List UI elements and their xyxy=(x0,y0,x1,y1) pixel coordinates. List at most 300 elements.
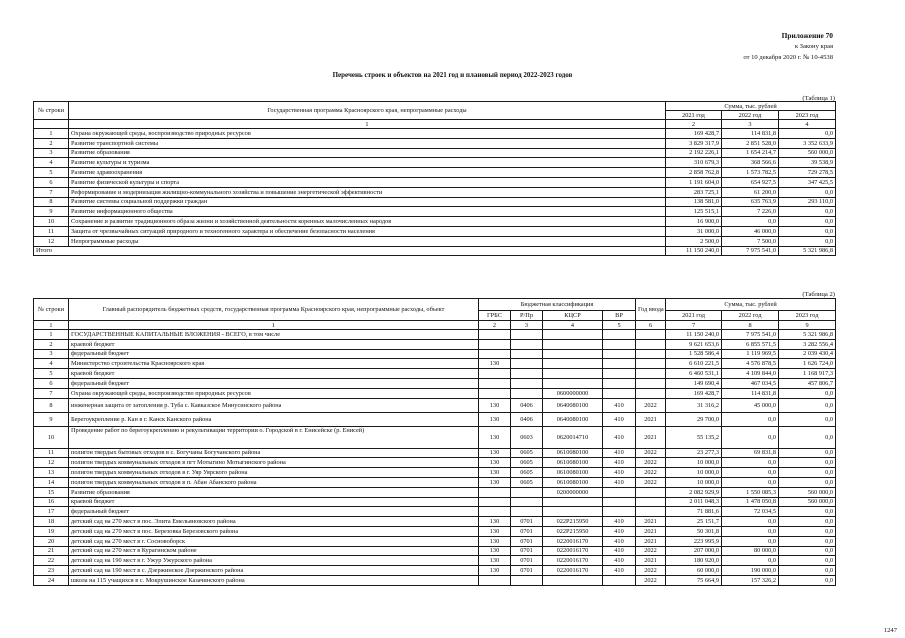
amount-2023: 1 626 724,0 xyxy=(779,359,836,369)
amount-2021: 71 881,6 xyxy=(666,507,722,517)
table-row xyxy=(34,177,836,187)
law-date-number: от 10 декабря 2020 г. № 10-4538 xyxy=(743,54,833,61)
vr-code xyxy=(603,349,636,359)
amount-2021: 16 900,0 xyxy=(666,217,722,227)
amount-2021: 138 581,0 xyxy=(666,197,722,207)
table-row xyxy=(34,197,836,207)
row-number: 10 xyxy=(34,217,69,227)
amount-2021: 310 679,3 xyxy=(666,158,722,168)
vr-code: 410 xyxy=(603,458,636,468)
amount-2023: 347 425,5 xyxy=(779,177,836,187)
t2-colnum: 2 xyxy=(479,321,511,330)
object-name: инженерная защита от затопления р. Туба с. Кавказское Минусинского района xyxy=(69,398,479,412)
vr-code: 410 xyxy=(603,412,636,426)
t2-colnum: 4 xyxy=(543,321,603,330)
commission-year: 2021 xyxy=(636,556,666,566)
grbs-code xyxy=(479,378,511,388)
grbs-code xyxy=(479,497,511,507)
vr-code xyxy=(603,330,636,340)
grbs-code: 130 xyxy=(479,536,511,546)
section-code: 0701 xyxy=(511,526,543,536)
amount-2022: 0,0 xyxy=(722,556,779,566)
commission-year xyxy=(636,330,666,340)
object-name: школа на 115 учащихся в с. Мокрушинское Казачинского района xyxy=(69,575,479,585)
program-name: Развитие транспортной системы xyxy=(69,138,666,148)
row-number: 9 xyxy=(34,412,69,426)
object-name: Проведение работ по берегоукреплению и рекультивации территории о. Городской в г. Енисейске (р. Енисей) xyxy=(69,426,479,448)
vr-code: 410 xyxy=(603,448,636,458)
amount-2021: 31 000,0 xyxy=(666,226,722,236)
amount-2023: 0,0 xyxy=(779,236,836,246)
amount-2021: 223 995,9 xyxy=(666,536,722,546)
amount-2021: 169 428,7 xyxy=(666,388,722,398)
section-code: 0603 xyxy=(511,426,543,448)
amount-2022: 114 831,8 xyxy=(722,388,779,398)
amount-2022: 0,0 xyxy=(722,217,779,227)
amount-2021: 1 191 604,0 xyxy=(666,177,722,187)
amount-2023: 0,0 xyxy=(779,187,836,197)
table1 xyxy=(33,101,836,256)
table-row xyxy=(34,575,836,585)
object-name: краевой бюджет xyxy=(69,497,479,507)
amount-2021: 6 460 531,1 xyxy=(666,369,722,379)
section-code xyxy=(511,359,543,369)
commission-year: 2021 xyxy=(636,412,666,426)
table-row xyxy=(34,448,836,458)
row-number: 7 xyxy=(34,388,69,398)
section-code: 0701 xyxy=(511,566,543,576)
amount-2023: 0,0 xyxy=(779,575,836,585)
vr-code: 410 xyxy=(603,546,636,556)
amount-2023: 0,0 xyxy=(779,398,836,412)
amount-2022: 114 831,8 xyxy=(722,129,779,139)
amount-2022: 4 109 844,0 xyxy=(722,369,779,379)
object-name: полигон твердых коммунальных отходов в г. Уяр Уярского района xyxy=(69,468,479,478)
commission-year: 2021 xyxy=(636,517,666,527)
amount-2021: 125 515,1 xyxy=(666,207,722,217)
grbs-code xyxy=(479,507,511,517)
section-code xyxy=(511,369,543,379)
appendix-label: Приложение 70 xyxy=(781,31,833,40)
amount-2023: 729 278,5 xyxy=(779,168,836,178)
amount-2023: 560 000,0 xyxy=(779,148,836,158)
kcsr-code: 0220016170 xyxy=(543,566,603,576)
commission-year xyxy=(636,339,666,349)
section-code: 0701 xyxy=(511,517,543,527)
object-name: ГОСУДАРСТВЕННЫЕ КАПИТАЛЬНЫЕ ВЛОЖЕНИЯ - ВСЕГО, в том числе xyxy=(69,330,479,340)
kcsr-code xyxy=(543,575,603,585)
amount-2022: 7 975 541,0 xyxy=(722,330,779,340)
vr-code: 410 xyxy=(603,517,636,527)
row-number: 6 xyxy=(34,177,69,187)
vr-code xyxy=(603,339,636,349)
amount-2021: 11 150 240,0 xyxy=(666,330,722,340)
table1-label: (Таблица 1) xyxy=(802,95,835,102)
table-row xyxy=(34,412,836,426)
table-row xyxy=(34,517,836,527)
amount-2021: 6 610 221,5 xyxy=(666,359,722,369)
kcsr-code xyxy=(543,369,603,379)
table-row xyxy=(34,536,836,546)
vr-code: 410 xyxy=(603,477,636,487)
grbs-code xyxy=(479,388,511,398)
section-code: 0605 xyxy=(511,448,543,458)
kcsr-code: 0200000000 xyxy=(543,487,603,497)
amount-2023: 560 000,0 xyxy=(779,497,836,507)
row-number: 4 xyxy=(34,359,69,369)
amount-2023: 0,0 xyxy=(779,468,836,478)
amount-2022: 0,0 xyxy=(722,477,779,487)
vr-code: 410 xyxy=(603,556,636,566)
vr-code: 410 xyxy=(603,398,636,412)
object-name: краевой бюджет xyxy=(69,369,479,379)
section-code: 0701 xyxy=(511,546,543,556)
amount-2023: 0,0 xyxy=(779,507,836,517)
grbs-code xyxy=(479,330,511,340)
amount-2023: 560 000,0 xyxy=(779,487,836,497)
amount-2023: 1 168 917,3 xyxy=(779,369,836,379)
row-number: 18 xyxy=(34,517,69,527)
kcsr-code xyxy=(543,378,603,388)
amount-2021: 1 528 586,4 xyxy=(666,349,722,359)
table-row xyxy=(34,497,836,507)
amount-2023: 0,0 xyxy=(779,129,836,139)
kcsr-code xyxy=(543,359,603,369)
law-reference: к Закону края xyxy=(794,43,833,50)
amount-2021: 3 829 317,9 xyxy=(666,138,722,148)
t2-colnum: 6 xyxy=(636,321,666,330)
commission-year xyxy=(636,388,666,398)
kcsr-code xyxy=(543,339,603,349)
kcsr-code: 0220016170 xyxy=(543,556,603,566)
table-row xyxy=(34,349,836,359)
object-name: федеральный бюджет xyxy=(69,349,479,359)
amount-2022: 0,0 xyxy=(722,426,779,448)
row-number: 5 xyxy=(34,168,69,178)
section-code: 0701 xyxy=(511,536,543,546)
amount-2023: 0,0 xyxy=(779,448,836,458)
section-code: 0605 xyxy=(511,477,543,487)
kcsr-code: 0620014710 xyxy=(543,426,603,448)
section-code xyxy=(511,575,543,585)
amount-2023: 0,0 xyxy=(779,388,836,398)
table-row xyxy=(34,359,836,369)
amount-2021: 2 082 929,9 xyxy=(666,487,722,497)
amount-2023: 0,0 xyxy=(779,477,836,487)
program-name: Непрограммные расходы xyxy=(69,236,666,246)
section-code: 0406 xyxy=(511,412,543,426)
document-title: Перечень строек и объектов на 2021 год и плановый период 2022-2023 годов xyxy=(332,71,573,79)
amount-2021: 29 700,0 xyxy=(666,412,722,426)
t2-header-grbs: ГРБС xyxy=(479,311,511,321)
program-name: Защита от чрезвычайных ситуаций природного и техногенного характера и обеспечение безопасности населения xyxy=(69,226,666,236)
amount-2022: 1 119 969,5 xyxy=(722,349,779,359)
kcsr-code: 0610080100 xyxy=(543,477,603,487)
amount-2022: 6 855 571,5 xyxy=(722,339,779,349)
t1-header-2023: 2023 год xyxy=(779,111,836,120)
amount-2023: 3 352 633,9 xyxy=(779,138,836,148)
amount-2023: 0,0 xyxy=(779,517,836,527)
grbs-code: 130 xyxy=(479,526,511,536)
kcsr-code: 0220016170 xyxy=(543,546,603,556)
grbs-code: 130 xyxy=(479,448,511,458)
amount-2022: 0,0 xyxy=(722,468,779,478)
commission-year xyxy=(636,369,666,379)
amount-2023: 0,0 xyxy=(779,566,836,576)
table-row xyxy=(34,187,836,197)
table-row xyxy=(34,507,836,517)
table-row xyxy=(34,388,836,398)
amount-2022: 46 000,0 xyxy=(722,226,779,236)
amount-2023: 0,0 xyxy=(779,217,836,227)
amount-2022: 69 831,8 xyxy=(722,448,779,458)
grbs-code: 130 xyxy=(479,566,511,576)
commission-year: 2021 xyxy=(636,426,666,448)
t1-header-no: № строки xyxy=(34,102,69,120)
t2-colnum: 8 xyxy=(722,321,779,330)
table-row xyxy=(34,207,836,217)
object-name: детский сад на 270 мест в г. Сосновоборск xyxy=(69,536,479,546)
row-number: 21 xyxy=(34,546,69,556)
amount-2022: 0,0 xyxy=(722,526,779,536)
object-name: полигон твердых коммунальных отходов в пгт Мотыгино Мотыгинского района xyxy=(69,458,479,468)
amount-2023: 5 321 986,8 xyxy=(779,330,836,340)
amount-2022: 635 763,9 xyxy=(722,197,779,207)
amount-2023: 0,0 xyxy=(779,526,836,536)
document-header xyxy=(743,30,833,63)
row-number: 4 xyxy=(34,158,69,168)
amount-2022: 7 226,0 xyxy=(722,207,779,217)
amount-2021: 23 277,3 xyxy=(666,448,722,458)
t2-colnum: 1 xyxy=(69,321,479,330)
row-number: 2 xyxy=(34,339,69,349)
t2-header-2023: 2023 год xyxy=(779,311,836,321)
amount-2022: 2 851 528,0 xyxy=(722,138,779,148)
row-number: 3 xyxy=(34,349,69,359)
section-code xyxy=(511,507,543,517)
table-row xyxy=(34,217,836,227)
t1-header-2021: 2021 год xyxy=(666,111,722,120)
section-code xyxy=(511,487,543,497)
table-row xyxy=(34,458,836,468)
amount-2022: 1 654 214,7 xyxy=(722,148,779,158)
object-name: Охрана окружающей среды, воспроизводство природных ресурсов xyxy=(69,388,479,398)
t2-colnum: 7 xyxy=(666,321,722,330)
object-name: краевой бюджет xyxy=(69,339,479,349)
table-row xyxy=(34,546,836,556)
object-name: детский сад на 190 мест в с. Дзержинское Дзержинского района xyxy=(69,566,479,576)
row-number: 15 xyxy=(34,487,69,497)
program-name: Развитие информационного общества xyxy=(69,207,666,217)
row-number: 1 xyxy=(34,330,69,340)
amount-2022: 0,0 xyxy=(722,458,779,468)
table-row xyxy=(34,168,836,178)
amount-2021: 180 920,0 xyxy=(666,556,722,566)
commission-year xyxy=(636,497,666,507)
amount-2021: 2 192 226,1 xyxy=(666,148,722,158)
grbs-code: 130 xyxy=(479,398,511,412)
table-row xyxy=(34,330,836,340)
amount-2022: 1 550 085,3 xyxy=(722,487,779,497)
amount-2023: 0,0 xyxy=(779,536,836,546)
total-2021: 11 150 240,0 xyxy=(666,246,722,256)
table-row xyxy=(34,426,836,448)
kcsr-code: 0220016170 xyxy=(543,536,603,546)
table-row xyxy=(34,526,836,536)
t2-header-2022: 2022 год xyxy=(722,311,779,321)
t2-header-classification: Бюджетная классификация xyxy=(479,299,636,311)
total-2022: 7 975 541,0 xyxy=(722,246,779,256)
amount-2022: 0,0 xyxy=(722,412,779,426)
amount-2022: 72 034,5 xyxy=(722,507,779,517)
amount-2021: 2 011 048,3 xyxy=(666,497,722,507)
t1-header-sum: Сумма, тыс. рублей xyxy=(666,102,836,111)
t2-header-sum: Сумма, тыс. рублей xyxy=(666,299,836,311)
t2-colnum: 3 xyxy=(511,321,543,330)
amount-2021: 10 000,0 xyxy=(666,477,722,487)
row-number: 11 xyxy=(34,448,69,458)
row-number: 20 xyxy=(34,536,69,546)
amount-2022: 1 573 782,5 xyxy=(722,168,779,178)
commission-year xyxy=(636,349,666,359)
amount-2023: 39 538,9 xyxy=(779,158,836,168)
row-number: 3 xyxy=(34,148,69,158)
t2-colnum: 9 xyxy=(779,321,836,330)
program-name: Развитие здравоохранения xyxy=(69,168,666,178)
kcsr-code: 0640080100 xyxy=(543,398,603,412)
section-code xyxy=(511,330,543,340)
row-number: 7 xyxy=(34,187,69,197)
vr-code xyxy=(603,575,636,585)
row-number: 2 xyxy=(34,138,69,148)
amount-2021: 9 621 653,6 xyxy=(666,339,722,349)
amount-2021: 10 000,0 xyxy=(666,468,722,478)
section-code: 0701 xyxy=(511,556,543,566)
row-number: 10 xyxy=(34,426,69,448)
amount-2021: 75 664,9 xyxy=(666,575,722,585)
program-name: Развитие физической культуры и спорта xyxy=(69,177,666,187)
object-name: полигон твердых бытовых отходов в с. Богучаны Богучанского района xyxy=(69,448,479,458)
amount-2022: 190 000,0 xyxy=(722,566,779,576)
vr-code xyxy=(603,487,636,497)
amount-2021: 207 000,0 xyxy=(666,546,722,556)
program-name: Охрана окружающей среды, воспроизводство природных ресурсов xyxy=(69,129,666,139)
table-row xyxy=(34,556,836,566)
table-row xyxy=(34,148,836,158)
table2 xyxy=(33,298,836,586)
commission-year: 2022 xyxy=(636,398,666,412)
vr-code: 410 xyxy=(603,426,636,448)
vr-code xyxy=(603,378,636,388)
amount-2022: 7 500,0 xyxy=(722,236,779,246)
grbs-code: 130 xyxy=(479,426,511,448)
program-name: Развитие образования xyxy=(69,148,666,158)
kcsr-code: 0610080100 xyxy=(543,468,603,478)
kcsr-code xyxy=(543,349,603,359)
object-name: детский сад на 270 мест в пос. Березовка Березовского района xyxy=(69,526,479,536)
kcsr-code xyxy=(543,507,603,517)
object-name: детский сад на 270 мест в Курагинском районе xyxy=(69,546,479,556)
object-name: Развитие образования xyxy=(69,487,479,497)
commission-year xyxy=(636,507,666,517)
row-number: 5 xyxy=(34,369,69,379)
amount-2023: 0,0 xyxy=(779,458,836,468)
table2-label: (Таблица 2) xyxy=(802,291,835,298)
kcsr-code xyxy=(543,330,603,340)
row-number: 23 xyxy=(34,566,69,576)
amount-2022: 61 200,0 xyxy=(722,187,779,197)
amount-2023: 0,0 xyxy=(779,556,836,566)
page-number: 1247 xyxy=(883,627,897,634)
section-code xyxy=(511,349,543,359)
grbs-code xyxy=(479,575,511,585)
t2-header-name: Главный распорядитель бюджетных средств, государственная программа Красноярского края, непрограммные расходы, объект xyxy=(69,299,479,321)
vr-code: 410 xyxy=(603,566,636,576)
amount-2022: 654 927,5 xyxy=(722,177,779,187)
program-name: Развитие системы социальной поддержки граждан xyxy=(69,197,666,207)
row-number: 6 xyxy=(34,378,69,388)
grbs-code: 130 xyxy=(479,458,511,468)
vr-code xyxy=(603,369,636,379)
program-name: Развитие культуры и туризма xyxy=(69,158,666,168)
total-2023: 5 321 986,8 xyxy=(779,246,836,256)
table-row xyxy=(34,369,836,379)
grbs-code: 130 xyxy=(479,556,511,566)
t1-colnum: 4 xyxy=(779,120,836,129)
object-name: детский сад на 190 мест в г. Ужур Ужурского района xyxy=(69,556,479,566)
t1-colnum: 2 xyxy=(666,120,722,129)
object-name: Министерство строительства Красноярского края xyxy=(69,359,479,369)
table-row xyxy=(34,236,836,246)
object-name: федеральный бюджет xyxy=(69,507,479,517)
row-number: 17 xyxy=(34,507,69,517)
amount-2021: 283 725,1 xyxy=(666,187,722,197)
section-code: 0605 xyxy=(511,458,543,468)
amount-2022: 467 034,5 xyxy=(722,378,779,388)
table-row xyxy=(34,398,836,412)
commission-year: 2022 xyxy=(636,448,666,458)
kcsr-code: 022P215950 xyxy=(543,526,603,536)
kcsr-code: 0600000000 xyxy=(543,388,603,398)
row-number: 1 xyxy=(34,129,69,139)
amount-2022: 0,0 xyxy=(722,536,779,546)
t2-header-2021: 2021 год xyxy=(666,311,722,321)
row-number: 16 xyxy=(34,497,69,507)
amount-2022: 157 326,2 xyxy=(722,575,779,585)
row-number: 9 xyxy=(34,207,69,217)
object-name: федеральный бюджет xyxy=(69,378,479,388)
t1-header-2022: 2022 год xyxy=(722,111,779,120)
vr-code: 410 xyxy=(603,468,636,478)
amount-2023: 0,0 xyxy=(779,546,836,556)
table-row xyxy=(34,158,836,168)
section-code xyxy=(511,388,543,398)
amount-2023: 0,0 xyxy=(779,207,836,217)
table-row xyxy=(34,129,836,139)
table-row xyxy=(34,477,836,487)
grbs-code xyxy=(479,339,511,349)
amount-2021: 10 000,0 xyxy=(666,458,722,468)
vr-code xyxy=(603,497,636,507)
total-label: Итого xyxy=(34,246,666,256)
section-code xyxy=(511,497,543,507)
amount-2021: 55 135,2 xyxy=(666,426,722,448)
commission-year xyxy=(636,487,666,497)
commission-year: 2022 xyxy=(636,477,666,487)
amount-2023: 0,0 xyxy=(779,412,836,426)
t2-header-rpr: Р/Пр xyxy=(511,311,543,321)
row-number: 13 xyxy=(34,468,69,478)
